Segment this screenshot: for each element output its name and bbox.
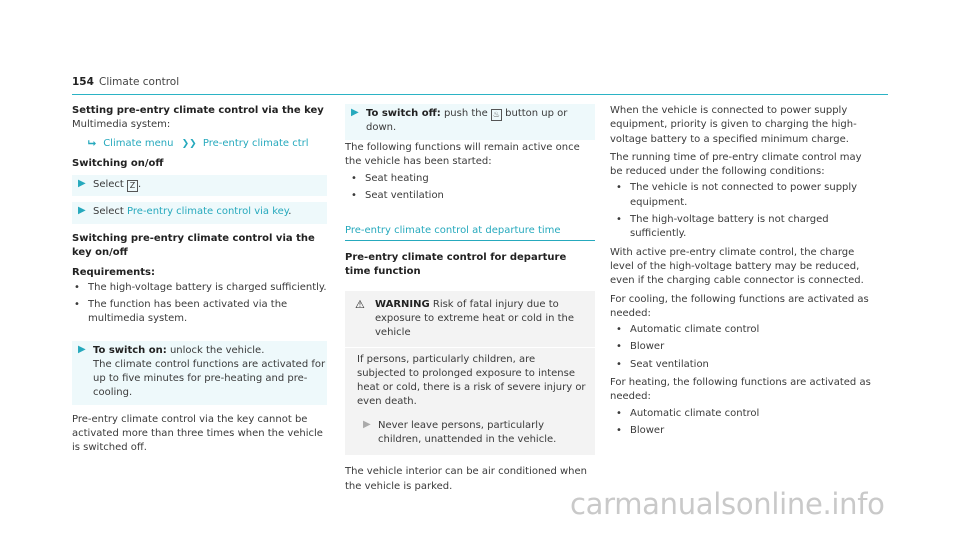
warning-step: ▶ Never leave persons, particularly children, unattended in the vehicle. <box>363 418 557 446</box>
double-chevron-icon: ❯❯ <box>181 138 197 149</box>
list-item: • The vehicle is not connected to power supply equipment. <box>616 182 858 208</box>
step-select-icon: ▶ Select Z . <box>72 175 327 196</box>
seat-heating-icon: ♨ <box>492 110 501 119</box>
subheading-departure: Pre-entry climate control for departure time function <box>345 252 567 278</box>
warning-label: WARNING <box>375 298 430 310</box>
bullet-icon: • <box>616 182 622 194</box>
list-item: • The high-voltage battery is charged sufficiently. <box>74 281 327 295</box>
parked-conditioning-text: The vehicle interior can be air conditioned when the vehicle is parked. <box>345 466 587 492</box>
bullet-icon: • <box>616 407 622 419</box>
bullet-icon: • <box>616 324 622 336</box>
heading-switching-via-key: Switching pre-entry climate control via the key on/off <box>72 232 315 259</box>
column-3 <box>610 104 872 438</box>
list-item: • Seat ventilation <box>616 358 872 372</box>
list-item: • Automatic climate control <box>616 323 872 337</box>
step-arrow-icon: ▶ <box>78 178 86 190</box>
system-label: Multimedia system: <box>72 119 171 131</box>
column-2 <box>345 104 595 494</box>
step-arrow-icon: ▶ <box>363 418 371 430</box>
remain-active-text: The following functions will remain active once the vehicle has been started: <box>345 141 580 167</box>
page-title: Climate control <box>99 76 180 88</box>
bullet-icon: • <box>616 341 622 353</box>
warning-box <box>345 291 595 456</box>
step-arrow-icon: ▶ <box>78 343 86 355</box>
step-switch-off: ▶ To switch off: push the ♨ button up or down. <box>345 104 595 140</box>
step-arrow-icon: ▶ <box>351 107 359 118</box>
list-item: • Blower <box>616 424 872 438</box>
requirements-label: Requirements: <box>72 267 155 279</box>
activation-limit-note: Pre-entry climate control via the key cannot be activated more than three times when the vehicle is switched off. <box>72 413 323 454</box>
page-header <box>72 74 888 95</box>
heading-setting-via-key: Setting pre-entry climate control via the key <box>72 105 324 116</box>
column-1 <box>72 104 327 456</box>
section-title-departure: Pre-entry climate control at departure time <box>345 224 595 241</box>
list-item: • The high-voltage battery is not charged sufficiently. <box>616 214 829 240</box>
warning-body: If persons, particularly children, are subjected to prolonged exposure to intense heat or cold, there is a risk of severe injury or even death. <box>357 353 586 408</box>
step-switch-on: ▶ To switch on: unlock the vehicle. The climate control functions are activated for up to five minutes for pre-heating and pre-cooling. <box>72 341 327 405</box>
warning-icon: ⚠ <box>355 297 365 311</box>
bullet-icon: • <box>616 358 622 370</box>
heading-switching: Switching on/off <box>72 157 164 169</box>
list-item: • Seat ventilation <box>351 189 595 203</box>
step-select-link: ▶ Select Pre-entry climate control via key. <box>72 202 327 223</box>
list-item: • Automatic climate control <box>616 407 872 421</box>
running-time-text: The running time of pre-entry climate control may be reduced under the following conditions: <box>610 151 862 178</box>
charge-level-text: With active pre-entry climate control, the charge level of the high-voltage battery may be reduced, even if the charging cable connector is connected. <box>610 246 864 287</box>
bullet-icon: • <box>351 173 357 185</box>
bullet-icon: • <box>351 190 357 202</box>
bullet-icon: • <box>74 281 80 293</box>
crumb-pre-entry[interactable]: Pre-entry climate ctrl <box>202 137 309 149</box>
bullet-icon: • <box>616 214 622 226</box>
link-pre-entry-via-key[interactable]: Pre-entry climate control via key <box>127 206 289 218</box>
list-item: • Blower <box>616 340 872 354</box>
heating-intro: For heating, the following functions are activated as needed: <box>610 377 871 403</box>
bullet-icon: • <box>616 424 622 436</box>
step-arrow-icon: ▶ <box>78 205 86 217</box>
priority-text: When the vehicle is connected to power supply equipment, priority is given to charging the high-voltage battery to a specified minimum charge. <box>610 105 857 145</box>
list-item: • Seat heating <box>351 172 595 186</box>
page-number: 154 <box>72 76 94 88</box>
breadcrumb <box>72 137 327 151</box>
crumb-climate-menu[interactable]: Climate menu <box>103 137 174 149</box>
warning-text: Risk of fatal injury due to exposure to extreme heat or cold in the vehicle <box>375 298 575 339</box>
climate-z-icon: Z <box>127 180 138 192</box>
list-item: • The function has been activated via the multimedia system. <box>74 298 288 325</box>
bullet-icon: • <box>74 298 80 310</box>
cooling-intro: For cooling, the following functions are activated as needed: <box>610 293 869 319</box>
watermark: carmanualsonline.info <box>570 487 885 521</box>
menu-arrow-icon: ⮡ <box>88 137 96 149</box>
